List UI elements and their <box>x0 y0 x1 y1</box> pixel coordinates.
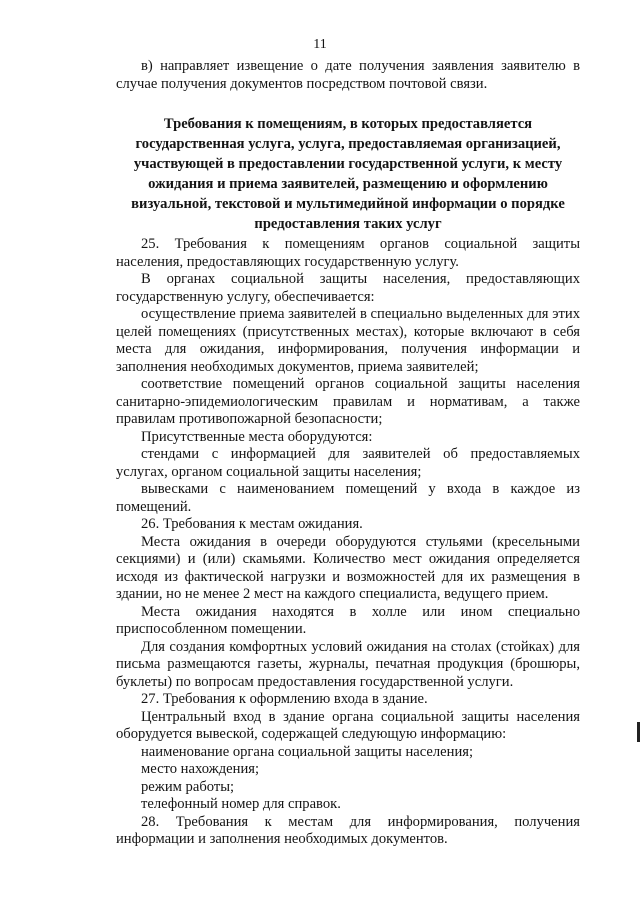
page-number: 11 <box>313 37 327 52</box>
paragraph-28: 28. Требования к местам для информирования, получения информации и заполнения необходимых документов. <box>116 813 580 847</box>
main-text-block <box>116 236 580 849</box>
section-heading: Требования к помещениям, в которых предоставляется государственная услуга, услуга, предоставляемая организацией, участвующей в предоставлении государственной услуги, к месту ожидания и приема заявителей, размещению и оформлению визуальной, текстовой и мультимедийной информации о порядке предоставления таких услуг <box>131 116 565 232</box>
list-item-location: место нахождения; <box>141 761 260 777</box>
paragraph-26: 26. Требования к местам ожидания. <box>141 516 363 532</box>
paragraph-reception: осуществление приема заявителей в специально выделенных для этих целей помещениях (присутственных местах), которые включают в себя места для ожидания, информирования, получения информации и заполнения необходимых документов, приема заявителей; <box>116 306 580 375</box>
paragraph-27: 27. Требования к оформлению входа в здание. <box>141 691 428 707</box>
paragraph-sanitary: соответствие помещений органов социальной защиты населения санитарно-эпидемиологическим правилам и нормативам, а также правилам противопожарной безопасности; <box>116 376 580 427</box>
paragraph-comfort: Для создания комфортных условий ожидания на столах (стойках) для письма размещаются газеты, журналы, печатная продукция (брошюры, буклеты) по вопросам предоставления государственной услуги. <box>116 638 580 690</box>
paragraph-stands: стендами с информацией для заявителей об предоставляемых услугах, органом социальной защиты населения; <box>116 446 580 480</box>
paragraph-entrance: Центральный вход в здание органа социальной защиты населения оборудуется вывеской, содержащей следующую информацию: <box>116 708 580 742</box>
top-paragraph-block <box>116 58 580 93</box>
paragraph-top: в) направляет извещение о дате получения заявления заявителю в случае получения документов посредством почтовой связи. <box>116 58 580 92</box>
list-item-phone: телефонный номер для справок. <box>141 796 341 812</box>
paragraph-waiting-location: Места ожидания находятся в холле или ином специально приспособленном помещении. <box>116 603 580 637</box>
paragraph-organs: В органах социальной защиты населения, предоставляющих государственную услугу, обеспечивается: <box>116 271 580 305</box>
paragraph-equipped: Присутственные места оборудуются: <box>141 428 373 445</box>
paragraph-signs: вывесками с наименованием помещений у входа в каждое из помещений. <box>116 481 580 515</box>
paragraph-waiting-seats: Места ожидания в очереди оборудуются стульями (кресельными секциями) и (или) скамьями. Количество мест ожидания определяется исходя из фактической нагрузки и возможностей для их размещения в здании, но не менее 2 мест на каждого специалиста, ведущего прием. <box>116 533 580 602</box>
paragraph-25: 25. Требования к помещениям органов социальной защиты населения, предоставляющих государственную услугу. <box>116 236 580 270</box>
list-item-name: наименование органа социальной защиты населения; <box>141 743 474 760</box>
list-item-hours: режим работы; <box>141 778 235 795</box>
